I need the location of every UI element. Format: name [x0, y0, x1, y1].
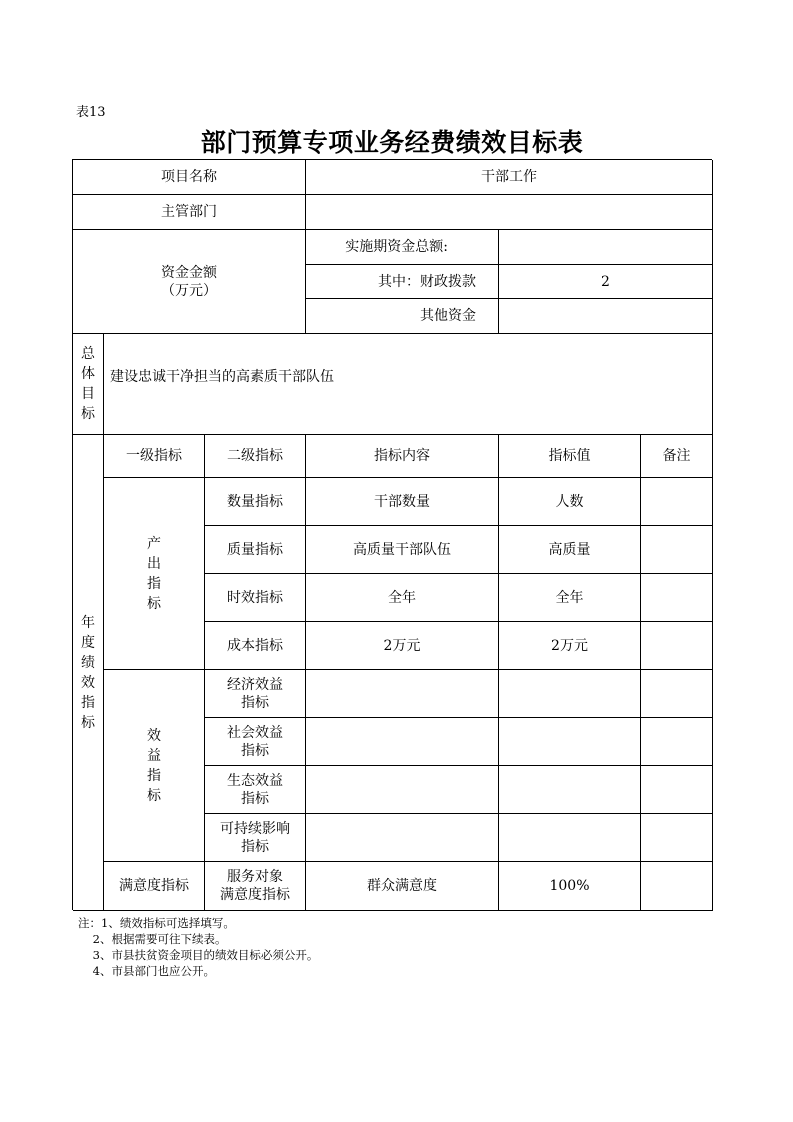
benefit-row-level2-line1: 可持续影响: [220, 820, 290, 837]
output-row-note: [641, 622, 713, 670]
department-label: 主管部门: [73, 195, 306, 230]
header-note: 备注: [641, 435, 713, 478]
benefit-row-level2: [205, 718, 306, 766]
performance-table: [72, 159, 712, 910]
satisfaction-note: [641, 862, 713, 911]
overall-goal-value: 建设忠诚干净担当的高素质干部队伍: [104, 334, 713, 435]
funds-fiscal-label: 其中：财政拨款: [306, 265, 499, 299]
benefit-row-level2-line1: 经济效益: [227, 676, 283, 693]
output-indicators-label-text: 产出指标: [147, 535, 161, 612]
output-row-note: [641, 478, 713, 526]
output-row-level2: 成本指标: [205, 622, 306, 670]
header-content: 指标内容: [306, 435, 499, 478]
satisfaction-level2-line2: 满意度指标: [220, 887, 290, 903]
output-indicators-label: [104, 478, 205, 670]
table-label: 表13: [76, 105, 106, 120]
benefit-row-value: [499, 670, 641, 718]
benefit-row-level2-line2: 指标: [241, 742, 269, 759]
output-row-level2: 数量指标: [205, 478, 306, 526]
benefit-row-value: [499, 814, 641, 862]
output-row-value: 2万元: [499, 622, 641, 670]
output-row-note: [641, 574, 713, 622]
footnote-line: 4、市县部门也应公开。: [78, 964, 215, 978]
satisfaction-content: 群众满意度: [306, 862, 499, 911]
benefit-row-note: [641, 670, 713, 718]
header-level1: 一级指标: [104, 435, 205, 478]
funds-label: [73, 230, 306, 334]
benefit-row-level2-line1: 社会效益: [227, 724, 283, 741]
footnote-line: 注：1、绩效指标可选择填写。: [78, 916, 235, 930]
page-title: 部门预算专项业务经费绩效目标表: [200, 128, 584, 157]
project-name-value: 干部工作: [306, 160, 713, 195]
header-value: 指标值: [499, 435, 641, 478]
benefit-indicators-label: [104, 670, 205, 862]
funds-label-line1: 资金金额: [161, 264, 217, 281]
output-row-level2: 质量指标: [205, 526, 306, 574]
annual-indicators-label: [73, 435, 104, 911]
benefit-row-value: [499, 718, 641, 766]
output-row-value: 高质量: [499, 526, 641, 574]
funds-total-label: 实施期资金总额:: [306, 230, 499, 265]
output-row-content: 全年: [306, 574, 499, 622]
overall-goal-label: [73, 334, 104, 435]
benefit-row-level2: [205, 670, 306, 718]
output-row-value: 全年: [499, 574, 641, 622]
footnote-line: 3、市县扶贫资金项目的绩效目标必须公开。: [78, 948, 319, 962]
benefit-row-level2-line2: 指标: [241, 790, 269, 807]
output-row-level2: 时效指标: [205, 574, 306, 622]
satisfaction-label: 满意度指标: [104, 862, 205, 911]
benefit-indicators-label-text: 效益指标: [147, 727, 161, 804]
benefit-row-content: [306, 718, 499, 766]
overall-goal-label-text: 总体目标: [81, 346, 95, 422]
benefit-row-level2-line2: 指标: [241, 838, 269, 855]
benefit-row-content: [306, 670, 499, 718]
output-row-content: 高质量干部队伍: [306, 526, 499, 574]
department-value: [306, 195, 713, 230]
benefit-row-level2-line1: 生态效益: [227, 772, 283, 789]
funds-other-label: 其他资金: [306, 299, 499, 334]
benefit-row-level2: [205, 766, 306, 814]
benefit-row-level2: [205, 814, 306, 862]
footnotes: [78, 915, 318, 979]
benefit-row-content: [306, 814, 499, 862]
benefit-row-level2-line2: 指标: [241, 694, 269, 711]
output-row-content: 2万元: [306, 622, 499, 670]
satisfaction-level2-line1: 服务对象: [227, 869, 283, 885]
satisfaction-value: 100%: [499, 862, 641, 911]
funds-other-value: [499, 299, 713, 334]
benefit-row-note: [641, 718, 713, 766]
output-row-note: [641, 526, 713, 574]
benefit-row-note: [641, 814, 713, 862]
benefit-row-value: [499, 766, 641, 814]
satisfaction-level2: [205, 862, 306, 911]
benefit-row-content: [306, 766, 499, 814]
benefit-row-note: [641, 766, 713, 814]
output-row-content: 干部数量: [306, 478, 499, 526]
footnote-line: 2、根据需要可往下续表。: [78, 932, 227, 946]
funds-fiscal-value: 2: [499, 265, 713, 299]
output-row-value: 人数: [499, 478, 641, 526]
funds-label-line2: （万元）: [161, 282, 217, 299]
project-name-label: 项目名称: [73, 160, 306, 195]
annual-indicators-label-text: 年度绩效指标: [81, 614, 95, 731]
header-level2: 二级指标: [205, 435, 306, 478]
funds-total-value: [499, 230, 713, 265]
